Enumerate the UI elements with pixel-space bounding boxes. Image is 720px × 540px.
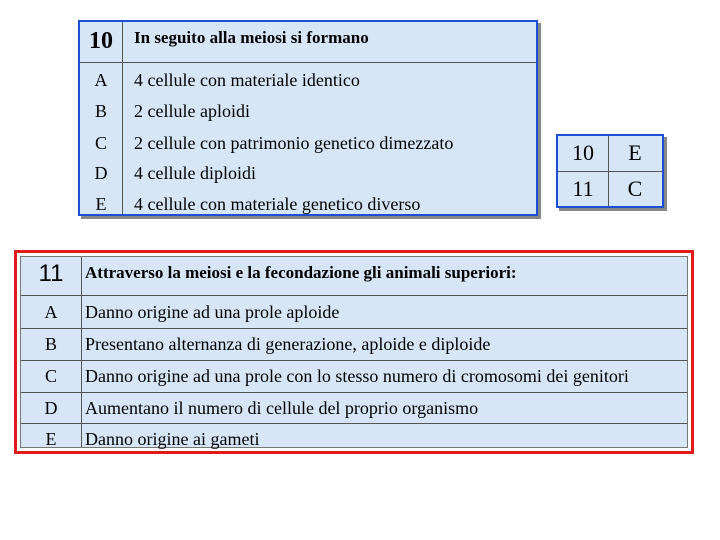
question-11-number: 11 (38, 260, 64, 287)
option-row[interactable] (21, 394, 687, 425)
option-row[interactable] (80, 129, 536, 159)
question-10-header (80, 22, 536, 63)
option-row[interactable] (21, 330, 687, 361)
question-11-inner (20, 256, 688, 448)
row-divider (21, 423, 687, 424)
option-letter: B (94, 101, 107, 121)
answer-question-number: 10 (572, 140, 594, 165)
option-letter: D (44, 398, 58, 418)
option-letter: D (94, 163, 108, 183)
option-row[interactable] (80, 66, 536, 96)
option-text: Danno origine ai gameti (85, 429, 260, 449)
option-letter: E (45, 429, 57, 449)
option-row[interactable] (80, 159, 536, 189)
option-text: 4 cellule diploidi (134, 163, 256, 183)
option-letter: A (94, 70, 108, 90)
option-letter: A (44, 302, 58, 322)
option-letter: E (95, 194, 107, 214)
row-divider (21, 295, 687, 296)
option-row[interactable] (21, 425, 687, 456)
question-10-text: In seguito alla meiosi si formano (134, 28, 369, 47)
question-10-number: 10 (89, 28, 113, 54)
option-text: 2 cellule aploidi (134, 101, 250, 121)
option-text: Danno origine ad una prole con lo stesso numero di cromosomi dei genitori (85, 366, 629, 386)
answer-letter: E (628, 140, 642, 165)
answer-question-number: 11 (572, 176, 594, 201)
option-text: Aumentano il numero di cellule del proprio organismo (85, 398, 479, 418)
option-row[interactable] (80, 190, 536, 220)
answer-letter: C (627, 176, 643, 201)
option-row[interactable] (21, 298, 687, 329)
question-10-table (78, 20, 538, 216)
question-11-table (14, 250, 694, 454)
option-row[interactable] (80, 97, 536, 127)
question-11-text: Attraverso la meiosi e la fecondazione gli animali superiori: (85, 263, 517, 282)
answer-key-table (556, 134, 664, 208)
option-letter: C (94, 133, 107, 153)
option-text: Presentano alternanza di generazione, aploide e diploide (85, 334, 491, 354)
option-row[interactable] (21, 362, 687, 393)
row-divider (21, 392, 687, 393)
row-divider (558, 171, 662, 172)
option-text: Danno origine ad una prole aploide (85, 302, 340, 322)
option-letter: C (44, 366, 57, 386)
row-divider (21, 360, 687, 361)
option-letter: B (44, 334, 57, 354)
option-text: 4 cellule con materiale genetico diverso (134, 194, 421, 214)
row-divider (21, 328, 687, 329)
option-text: 2 cellule con patrimonio genetico dimezzato (134, 133, 454, 153)
option-text: 4 cellule con materiale identico (134, 70, 360, 90)
